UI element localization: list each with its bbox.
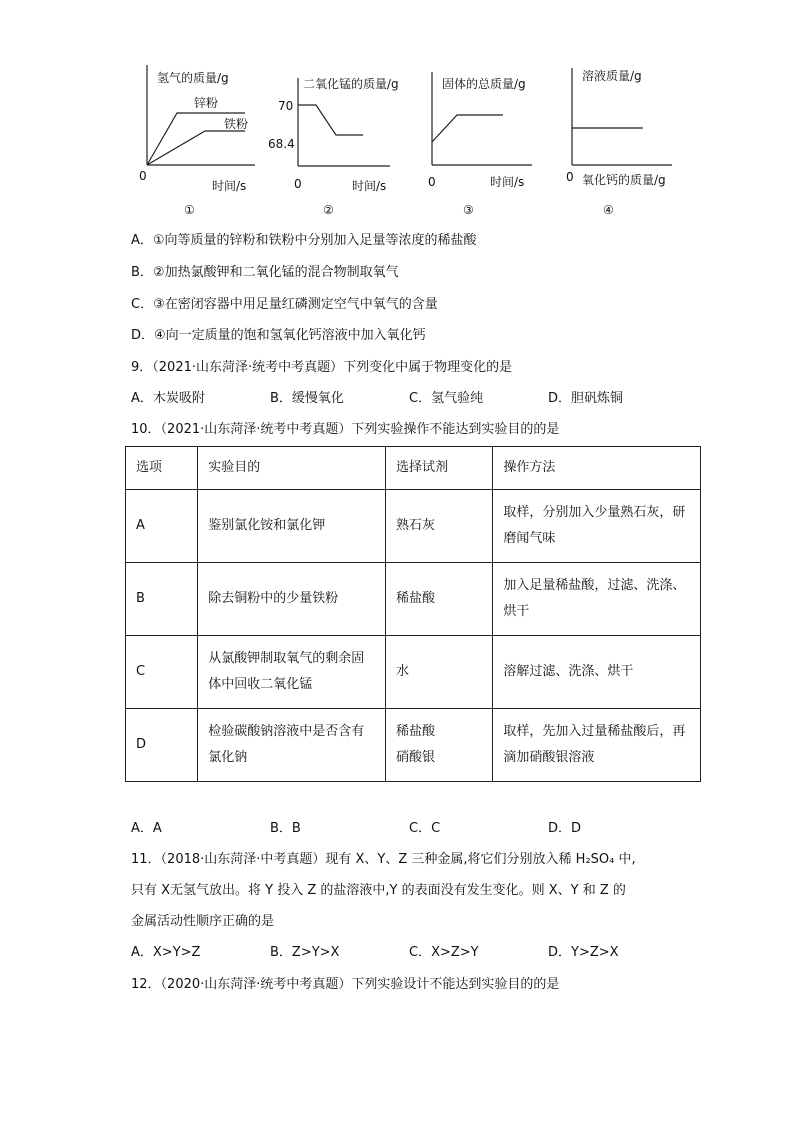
q10-answer-d: D．D (548, 821, 582, 836)
q12-stem: 12．（2020·山东菏泽·统考中考真题）下列实验设计不能达到实验目的的是 (131, 977, 560, 992)
q9-option-d: D．胆矾炼铜 (548, 391, 624, 406)
q11-option-b: B．Z>Y>X (270, 945, 340, 960)
q8-option-d: D．④向一定质量的饱和氢氧化钙溶液中加入氧化钙 (131, 328, 426, 343)
row-d-reagent-line2: 硝酸银 (395, 750, 435, 765)
graph3-xlabel: 时间/s (490, 175, 525, 189)
q9-option-b: B．缓慢氧化 (270, 391, 344, 406)
table-header-row (126, 447, 701, 490)
graph2-origin: 0 (294, 177, 302, 191)
row-b-goal (198, 563, 386, 636)
q11-line3: 金属活动性顺序正确的是 (131, 914, 275, 929)
row-a-reagent-line: 熟石灰 (395, 518, 435, 533)
row-a-method-line2: 磨闻气味 (503, 531, 556, 546)
row-d-goal (198, 709, 386, 782)
row-d-option: D (126, 709, 198, 782)
graph1-zinc-label: 锌粉 (194, 96, 219, 110)
row-c-goal-line1: 从氯酸钾制取氧气的剩余固 (208, 651, 365, 666)
q10-answers (131, 819, 581, 839)
q10-stem: 10．（2021·山东菏泽·统考中考真题）下列实验操作不能达到实验目的的是 (131, 422, 560, 437)
row-d-reagent (385, 709, 492, 782)
header-goal: 实验目的 (198, 447, 386, 490)
q8-option-b: B．②加热氯酸钾和二氧化锰的混合物制取氧气 (131, 265, 399, 280)
row-c-option: C (126, 636, 198, 709)
q11-line2: 只有 X无氢气放出。将 Y 投入 Z 的盐溶液中,Y 的表面没有发生变化。则 X、Y 和 Z 的 (131, 883, 626, 898)
q9-option-c: C．氢气验纯 (409, 391, 484, 406)
row-d-method-line1: 取样，先加入过量稀盐酸后，再 (503, 724, 686, 739)
row-b-method-line1: 加入足量稀盐酸，过滤、洗涤、 (503, 578, 686, 593)
q11-line1: 11．（2018·山东菏泽·中考真题）现有 X、Y、Z 三种金属,将它们分别放入稀 H₂SO₄ 中, (131, 852, 636, 867)
table-row (126, 636, 701, 709)
graph4-xlabel: 氧化钙的质量/g (582, 173, 666, 187)
row-d-goal-line2: 氯化钠 (208, 750, 248, 765)
graph1-iron-label: 铁粉 (224, 117, 249, 131)
graph1-iron-curve (147, 131, 245, 165)
q10-answer-a: A．A (131, 821, 162, 836)
table-row (126, 709, 701, 782)
header-reagent: 选择试剂 (385, 447, 492, 490)
graph1-ylabel: 氢气的质量/g (157, 71, 229, 85)
graph2-tick-70: 70 (278, 99, 294, 113)
q11-option-d: D．Y>Z>X (548, 945, 619, 960)
experiment-table (125, 446, 701, 782)
graph4-ylabel: 溶液质量/g (582, 69, 642, 83)
row-a-goal-line: 鉴别氯化铵和氯化钾 (208, 518, 326, 533)
row-c-goal (198, 636, 386, 709)
graph1-number: ① (184, 203, 195, 217)
row-c-method-line: 溶解过滤、洗涤、烘干 (503, 664, 634, 679)
header-option: 选项 (126, 447, 198, 490)
q10-answer-c: C．C (409, 821, 441, 836)
q11-option-c: C．X>Z>Y (409, 945, 479, 960)
graph2-number: ② (323, 203, 334, 217)
row-a-method-line1: 取样，分别加入少量熟石灰，研 (503, 505, 686, 520)
q8-option-c: C．③在密闭容器中用足量红磷测定空气中氧气的含量 (131, 297, 438, 312)
row-c-reagent (385, 636, 492, 709)
q8-option-a: A．①向等质量的锌粉和铁粉中分别加入足量等浓度的稀盐酸 (131, 233, 477, 248)
graph2-xlabel: 时间/s (352, 179, 387, 193)
graph4-origin: 0 (566, 170, 574, 184)
row-b-goal-line: 除去铜粉中的少量铁粉 (208, 591, 339, 606)
graph4-number: ④ (603, 203, 614, 217)
q11-options (131, 943, 619, 963)
graphs-row (120, 60, 720, 220)
graph2-tick-684: 68.4 (268, 137, 295, 151)
q9-stem: 9．（2021·山东菏泽·统考中考真题）下列变化中属于物理变化的是 (131, 360, 513, 375)
row-b-reagent (385, 563, 492, 636)
row-b-method (493, 563, 701, 636)
graph3-origin: 0 (428, 175, 436, 189)
row-a-option: A (126, 490, 198, 563)
row-d-method-line2: 滴加硝酸银溶液 (503, 750, 595, 765)
q11-option-a: A．X>Y>Z (131, 945, 201, 960)
row-b-method-line2: 烘干 (503, 604, 530, 619)
row-a-reagent (385, 490, 492, 563)
row-b-reagent-line: 稀盐酸 (395, 591, 435, 606)
q10-answer-b: B．B (270, 821, 301, 836)
row-a-method (493, 490, 701, 563)
graphs-svg (120, 60, 720, 220)
row-c-goal-line2: 体中回收二氧化锰 (208, 677, 313, 692)
graph1-xlabel: 时间/s (212, 179, 247, 193)
row-c-method (493, 636, 701, 709)
row-c-reagent-line: 水 (395, 664, 409, 679)
graph2-ylabel: 二氧化锰的质量/g (303, 77, 399, 91)
graph3-number: ③ (463, 203, 474, 217)
q9-options (131, 389, 623, 409)
row-d-goal-line1: 检验碳酸钠溶液中是否含有 (208, 724, 365, 739)
graph1-origin: 0 (139, 169, 147, 183)
header-method: 操作方法 (493, 447, 701, 490)
row-b-option: B (126, 563, 198, 636)
graph3-ylabel: 固体的总质量/g (442, 77, 526, 91)
row-d-method (493, 709, 701, 782)
row-d-reagent-line1: 稀盐酸 (395, 724, 435, 739)
table-row (126, 490, 701, 563)
q9-option-a: A．木炭吸附 (131, 391, 205, 406)
table-row (126, 563, 701, 636)
graph3-curve (432, 115, 503, 142)
row-a-goal (198, 490, 386, 563)
graph2-curve (298, 105, 363, 135)
